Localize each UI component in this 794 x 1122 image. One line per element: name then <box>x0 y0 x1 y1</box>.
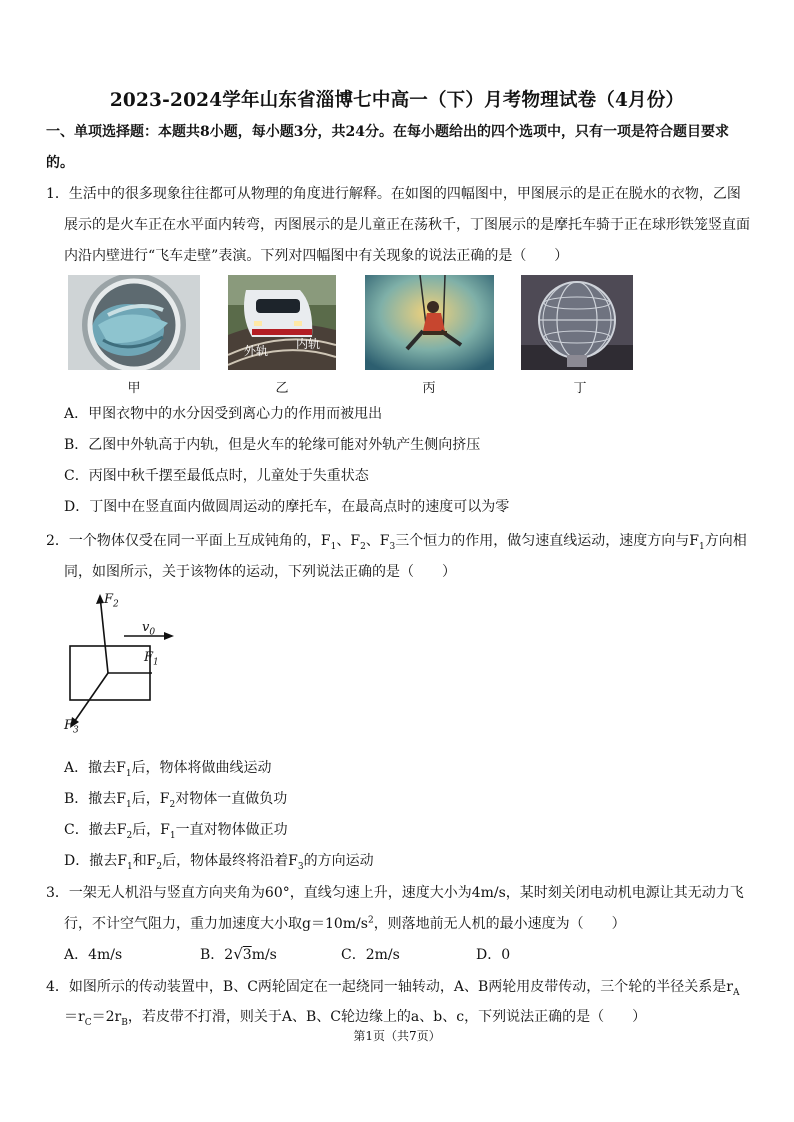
photo-globe-of-death <box>521 275 633 370</box>
photo-washing-machine <box>68 275 200 370</box>
label-inner-rail: 内轨 <box>296 337 321 351</box>
q3-option-a: A．4m/s <box>64 947 123 963</box>
q3-option-b: B．2√3m/s <box>200 945 277 963</box>
section-heading-line2: 的。 <box>46 155 74 171</box>
label-f3: $F_3$ <box>64 718 79 736</box>
label-v0: $v_0$ <box>142 620 156 638</box>
page-title: 2023-2024学年山东省淄博七中高一（下）月考物理试卷（4月份） <box>109 90 685 111</box>
photo-train-curve <box>228 275 336 370</box>
section-heading-line1: 一、单项选择题：本题共8小题，每小题3分，共24分。在每小题给出的四个选项中，只有一项是符合题目要求 <box>46 124 729 140</box>
label-f2: $F_2$ <box>104 592 119 610</box>
q3-line1: 3．一架无人机沿与竖直方向夹角为60°，直线匀速上升，速度大小为4m/s，某时刻关闭电动机电源让其无动力飞 <box>46 885 744 901</box>
v0-arrowhead <box>164 632 174 640</box>
force-diagram-svg <box>60 590 190 740</box>
q1-option-b: B．乙图中外轨高于内轨，但是火车的轮缘可能对外轨产生侧向挤压 <box>64 437 481 453</box>
q4-line1: 4．如图所示的传动装置中，B、C两轮固定在一起绕同一轴转动，A、B两轮用皮带传动，三个轮的半径关系是$r_A$ <box>46 979 740 998</box>
q3-option-d: D．0 <box>476 947 511 963</box>
q1-line1: 1．生活中的很多现象往往都可从物理的角度进行解释。在如图的四幅图中，甲图展示的是正在脱水的衣物，乙图 <box>46 186 741 202</box>
label-outer-rail: 外轨 <box>244 344 269 358</box>
caption-yi: 乙 <box>275 381 289 396</box>
label-f1: $F_1$ <box>144 650 159 668</box>
q1-option-d: D．丁图中在竖直面内做圆周运动的摩托车，在最高点时的速度可以为零 <box>64 499 510 515</box>
f2-arrowhead <box>96 594 104 604</box>
q2-line2: 同，如图所示，关于该物体的运动，下列说法正确的是（ ） <box>64 564 456 580</box>
q4-line2: $=r_C=2r_B$，若皮带不打滑，则关于A、B、C轮边缘上的a、b、c，下列说法正确的是（ ） <box>64 1009 647 1028</box>
q1-option-a: A．甲图衣物中的水分因受到离心力的作用而被甩出 <box>64 406 383 422</box>
q2-option-b: B．撤去$F_1$后，$F_2$对物体一直做负功 <box>64 791 288 810</box>
q2-option-c: C．撤去$F_2$后，$F_1$一直对物体做正功 <box>64 822 288 841</box>
page-footer: 第1页（共7页） <box>353 1029 441 1043</box>
q3-line2: 行，不计空气阻力，重力加速度大小取$g=10m/s^2$，则落地前无人机的最小速度为（ ） <box>64 915 626 932</box>
q1-line2: 展示的是火车正在水平面内转弯，丙图展示的是儿童正在荡秋千，丁图展示的是摩托车骑于正在球形铁笼竖直面 <box>64 217 750 233</box>
q2-force-diagram <box>60 590 190 740</box>
q1-option-c: C．丙图中秋千摆至最低点时，儿童处于失重状态 <box>64 468 369 484</box>
q2-line1: 2．一个物体仅受在同一平面上互成钝角的，$F_1$、$F_2$、$F_3$三个恒力的作用，做匀速直线运动，速度方向与$F_1$方向相 <box>46 533 747 552</box>
section-heading <box>46 117 756 179</box>
q2-option-a: A．撤去$F_1$后，物体将做曲线运动 <box>64 760 272 779</box>
caption-jia: 甲 <box>127 381 141 396</box>
caption-bing: 丙 <box>422 381 436 396</box>
q1-line3: 内沿内壁进行“飞车走壁”表演。下列对四幅图中有关现象的说法正确的是（ ） <box>64 248 569 264</box>
caption-ding: 丁 <box>573 381 587 396</box>
photo-swing <box>365 275 494 370</box>
q3-option-c: C．2m/s <box>341 947 400 963</box>
q2-option-d: D．撤去$F_1$和$F_2$后，物体最终将沿着$F_3$的方向运动 <box>64 853 374 872</box>
